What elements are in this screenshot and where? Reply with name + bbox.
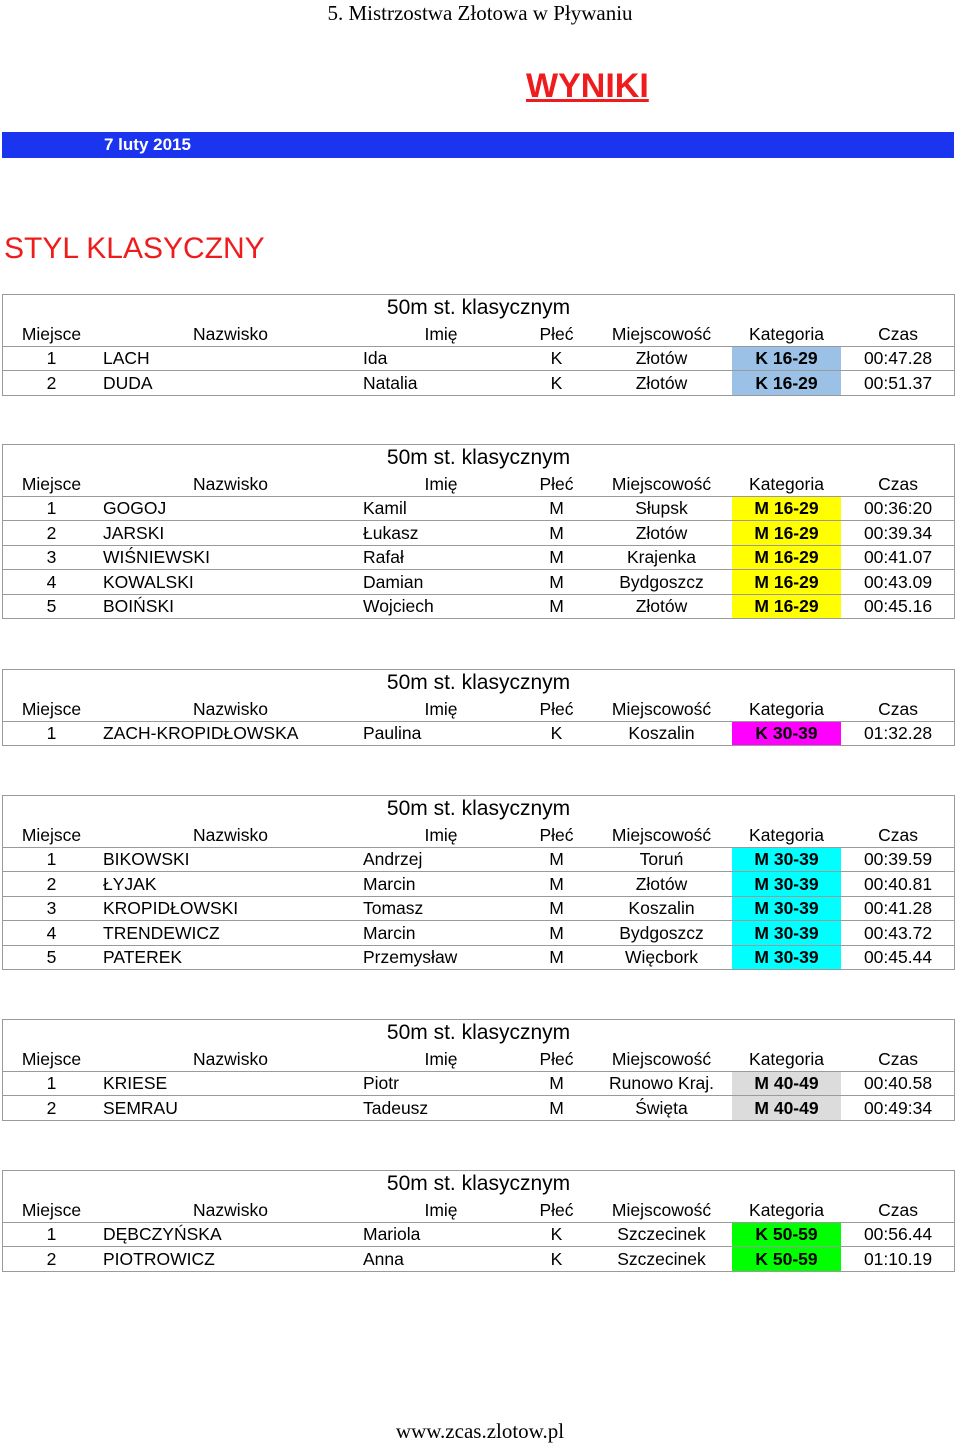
surname-cell: ZACH-KROPIDŁOWSKA	[101, 721, 361, 746]
results-table	[2, 795, 955, 970]
column-header: Miejscowość	[592, 322, 732, 347]
surname-cell: PATEREK	[101, 945, 361, 970]
date-bar	[2, 132, 954, 158]
table-row	[3, 545, 955, 570]
first-name-cell: Damian	[361, 570, 522, 595]
results-table	[2, 669, 955, 746]
surname-cell: BOIŃSKI	[101, 594, 361, 619]
event-title-row	[3, 1171, 955, 1198]
column-header: Czas	[842, 1198, 955, 1223]
column-header-row	[3, 823, 955, 848]
sex-cell: M	[522, 594, 592, 619]
surname-cell: KRIESE	[101, 1071, 361, 1096]
event-title-row	[3, 1020, 955, 1047]
column-header: Miejscowość	[592, 472, 732, 497]
first-name-cell: Rafał	[361, 545, 522, 570]
sex-cell: K	[522, 1222, 592, 1247]
time-cell: 00:41.07	[842, 545, 955, 570]
event-title: 50m st. klasycznym	[3, 295, 955, 322]
table-row	[3, 896, 955, 921]
sex-cell: K	[522, 1247, 592, 1272]
event-title: 50m st. klasycznym	[3, 1020, 955, 1047]
table-row	[3, 1096, 955, 1121]
column-header: Kategoria	[732, 823, 842, 848]
city-cell: Święta	[592, 1096, 732, 1121]
column-header: Płeć	[522, 322, 592, 347]
sex-cell: M	[522, 496, 592, 521]
category-cell: M 16-29	[732, 496, 842, 521]
table-row	[3, 921, 955, 946]
category-cell: M 30-39	[732, 847, 842, 872]
column-header: Miejsce	[3, 1198, 101, 1223]
place-cell: 4	[3, 921, 101, 946]
first-name-cell: Kamil	[361, 496, 522, 521]
column-header: Miejscowość	[592, 1047, 732, 1072]
place-cell: 4	[3, 570, 101, 595]
column-header: Nazwisko	[101, 1047, 361, 1072]
sex-cell: M	[522, 570, 592, 595]
column-header-row	[3, 697, 955, 722]
table-row	[3, 872, 955, 897]
first-name-cell: Piotr	[361, 1071, 522, 1096]
results-heading: WYNIKI	[526, 67, 649, 105]
city-cell: Koszalin	[592, 896, 732, 921]
sex-cell: M	[522, 1071, 592, 1096]
column-header: Kategoria	[732, 1198, 842, 1223]
category-cell: M 16-29	[732, 545, 842, 570]
surname-cell: DUDA	[101, 371, 361, 396]
table-row	[3, 521, 955, 546]
city-cell: Złotów	[592, 521, 732, 546]
place-cell: 1	[3, 346, 101, 371]
time-cell: 00:45.16	[842, 594, 955, 619]
column-header: Miejsce	[3, 697, 101, 722]
time-cell: 00:49:34	[842, 1096, 955, 1121]
column-header: Płeć	[522, 823, 592, 848]
surname-cell: KROPIDŁOWSKI	[101, 896, 361, 921]
surname-cell: LACH	[101, 346, 361, 371]
surname-cell: TRENDEWICZ	[101, 921, 361, 946]
results-table	[2, 1019, 955, 1121]
results-table	[2, 444, 955, 619]
city-cell: Złotów	[592, 371, 732, 396]
time-cell: 00:40.58	[842, 1071, 955, 1096]
first-name-cell: Andrzej	[361, 847, 522, 872]
first-name-cell: Tomasz	[361, 896, 522, 921]
column-header: Płeć	[522, 1047, 592, 1072]
city-cell: Bydgoszcz	[592, 570, 732, 595]
time-cell: 00:45.44	[842, 945, 955, 970]
column-header: Czas	[842, 823, 955, 848]
first-name-cell: Natalia	[361, 371, 522, 396]
first-name-cell: Przemysław	[361, 945, 522, 970]
column-header: Płeć	[522, 1198, 592, 1223]
place-cell: 3	[3, 545, 101, 570]
time-cell: 01:32.28	[842, 721, 955, 746]
first-name-cell: Marcin	[361, 872, 522, 897]
event-title: 50m st. klasycznym	[3, 796, 955, 823]
column-header: Nazwisko	[101, 472, 361, 497]
table-row	[3, 1222, 955, 1247]
table-row	[3, 945, 955, 970]
category-cell: K 16-29	[732, 346, 842, 371]
column-header: Czas	[842, 697, 955, 722]
time-cell: 00:43.72	[842, 921, 955, 946]
city-cell: Złotów	[592, 872, 732, 897]
sex-cell: M	[522, 545, 592, 570]
column-header: Miejscowość	[592, 697, 732, 722]
table-row	[3, 1071, 955, 1096]
city-cell: Toruń	[592, 847, 732, 872]
results-table	[2, 294, 955, 396]
sex-cell: M	[522, 921, 592, 946]
category-cell: K 50-59	[732, 1247, 842, 1272]
column-header: Miejsce	[3, 823, 101, 848]
place-cell: 1	[3, 496, 101, 521]
event-title-row	[3, 670, 955, 697]
column-header: Nazwisko	[101, 697, 361, 722]
sex-cell: M	[522, 521, 592, 546]
category-cell: M 30-39	[732, 945, 842, 970]
place-cell: 1	[3, 1071, 101, 1096]
column-header: Płeć	[522, 697, 592, 722]
sex-cell: K	[522, 371, 592, 396]
column-header: Miejscowość	[592, 1198, 732, 1223]
first-name-cell: Paulina	[361, 721, 522, 746]
place-cell: 2	[3, 521, 101, 546]
category-cell: M 30-39	[732, 921, 842, 946]
time-cell: 00:47.28	[842, 346, 955, 371]
city-cell: Koszalin	[592, 721, 732, 746]
place-cell: 1	[3, 1222, 101, 1247]
city-cell: Złotów	[592, 594, 732, 619]
time-cell: 00:40.81	[842, 872, 955, 897]
category-cell: M 40-49	[732, 1096, 842, 1121]
sex-cell: M	[522, 896, 592, 921]
first-name-cell: Ida	[361, 346, 522, 371]
category-cell: M 30-39	[732, 896, 842, 921]
table-row	[3, 346, 955, 371]
sex-cell: M	[522, 872, 592, 897]
time-cell: 00:39.59	[842, 847, 955, 872]
place-cell: 2	[3, 872, 101, 897]
table-row	[3, 721, 955, 746]
time-cell: 00:56.44	[842, 1222, 955, 1247]
city-cell: Więcbork	[592, 945, 732, 970]
city-cell: Bydgoszcz	[592, 921, 732, 946]
column-header: Miejscowość	[592, 823, 732, 848]
place-cell: 2	[3, 1247, 101, 1272]
sex-cell: M	[522, 847, 592, 872]
category-cell: M 16-29	[732, 594, 842, 619]
column-header: Kategoria	[732, 1047, 842, 1072]
column-header: Nazwisko	[101, 322, 361, 347]
table-row	[3, 371, 955, 396]
sex-cell: M	[522, 1096, 592, 1121]
column-header: Kategoria	[732, 697, 842, 722]
sex-cell: M	[522, 945, 592, 970]
city-cell: Słupsk	[592, 496, 732, 521]
column-header: Imię	[361, 697, 522, 722]
surname-cell: DĘBCZYŃSKA	[101, 1222, 361, 1247]
sex-cell: K	[522, 346, 592, 371]
column-header-row	[3, 1198, 955, 1223]
time-cell: 00:43.09	[842, 570, 955, 595]
surname-cell: JARSKI	[101, 521, 361, 546]
table-row	[3, 570, 955, 595]
column-header: Czas	[842, 1047, 955, 1072]
time-cell: 00:51.37	[842, 371, 955, 396]
column-header: Imię	[361, 823, 522, 848]
category-cell: M 40-49	[732, 1071, 842, 1096]
place-cell: 2	[3, 1096, 101, 1121]
place-cell: 5	[3, 594, 101, 619]
city-cell: Szczecinek	[592, 1247, 732, 1272]
first-name-cell: Marcin	[361, 921, 522, 946]
place-cell: 2	[3, 371, 101, 396]
surname-cell: BIKOWSKI	[101, 847, 361, 872]
column-header: Imię	[361, 472, 522, 497]
table-row	[3, 594, 955, 619]
column-header: Miejsce	[3, 1047, 101, 1072]
category-cell: M 30-39	[732, 872, 842, 897]
city-cell: Runowo Kraj.	[592, 1071, 732, 1096]
first-name-cell: Tadeusz	[361, 1096, 522, 1121]
time-cell: 01:10.19	[842, 1247, 955, 1272]
surname-cell: ŁYJAK	[101, 872, 361, 897]
event-title-row	[3, 796, 955, 823]
column-header: Miejsce	[3, 322, 101, 347]
city-cell: Złotów	[592, 346, 732, 371]
table-row	[3, 1247, 955, 1272]
table-row	[3, 496, 955, 521]
time-cell: 00:41.28	[842, 896, 955, 921]
column-header: Nazwisko	[101, 1198, 361, 1223]
time-cell: 00:39.34	[842, 521, 955, 546]
category-cell: M 16-29	[732, 521, 842, 546]
column-header-row	[3, 472, 955, 497]
event-date: 7 luty 2015	[104, 135, 191, 154]
column-header: Czas	[842, 472, 955, 497]
surname-cell: SEMRAU	[101, 1096, 361, 1121]
surname-cell: PIOTROWICZ	[101, 1247, 361, 1272]
place-cell: 3	[3, 896, 101, 921]
results-table	[2, 1170, 955, 1272]
event-title: 50m st. klasycznym	[3, 445, 955, 472]
event-title: 50m st. klasycznym	[3, 1171, 955, 1198]
event-title-row	[3, 445, 955, 472]
column-header: Kategoria	[732, 472, 842, 497]
time-cell: 00:36:20	[842, 496, 955, 521]
column-header-row	[3, 1047, 955, 1072]
city-cell: Szczecinek	[592, 1222, 732, 1247]
column-header: Nazwisko	[101, 823, 361, 848]
category-cell: K 50-59	[732, 1222, 842, 1247]
first-name-cell: Wojciech	[361, 594, 522, 619]
column-header: Miejsce	[3, 472, 101, 497]
event-title-row	[3, 295, 955, 322]
column-header: Płeć	[522, 472, 592, 497]
place-cell: 1	[3, 721, 101, 746]
column-header: Imię	[361, 1198, 522, 1223]
surname-cell: GOGOJ	[101, 496, 361, 521]
event-title: 50m st. klasycznym	[3, 670, 955, 697]
city-cell: Krajenka	[592, 545, 732, 570]
style-title: STYL KLASYCZNY	[4, 232, 265, 265]
column-header: Czas	[842, 322, 955, 347]
sex-cell: K	[522, 721, 592, 746]
first-name-cell: Mariola	[361, 1222, 522, 1247]
place-cell: 5	[3, 945, 101, 970]
first-name-cell: Łukasz	[361, 521, 522, 546]
category-cell: K 30-39	[732, 721, 842, 746]
place-cell: 1	[3, 847, 101, 872]
column-header: Imię	[361, 1047, 522, 1072]
category-cell: M 16-29	[732, 570, 842, 595]
column-header-row	[3, 322, 955, 347]
column-header: Kategoria	[732, 322, 842, 347]
surname-cell: WIŚNIEWSKI	[101, 545, 361, 570]
surname-cell: KOWALSKI	[101, 570, 361, 595]
first-name-cell: Anna	[361, 1247, 522, 1272]
footer-url[interactable]: www.zcas.zlotow.pl	[395, 1419, 565, 1443]
page-header-title: 5. Mistrzostwa Złotowa w Pływaniu	[327, 1, 633, 25]
category-cell: K 16-29	[732, 371, 842, 396]
column-header: Imię	[361, 322, 522, 347]
table-row	[3, 847, 955, 872]
